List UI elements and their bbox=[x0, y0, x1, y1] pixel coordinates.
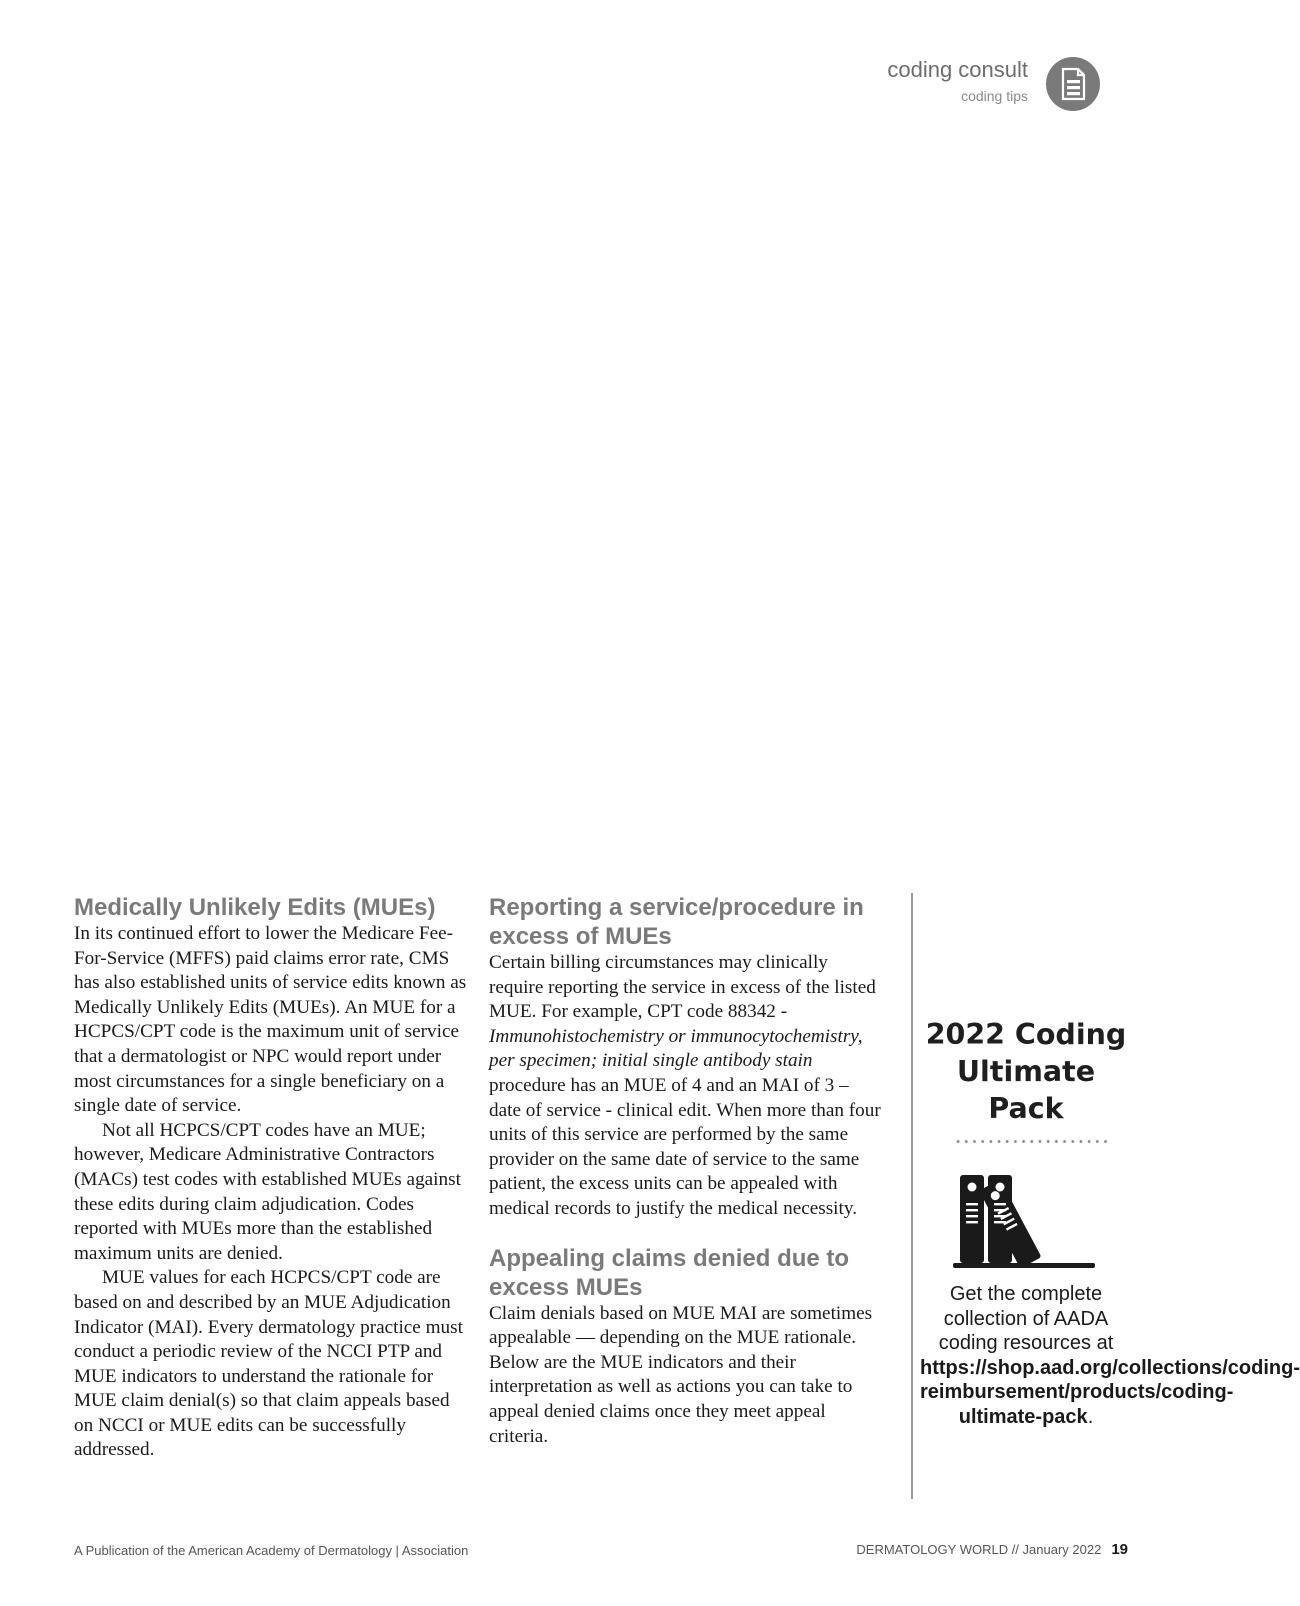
paragraph: Not all HCPCS/CPT codes have an MUE; however, Medicare Administrative Contractors (MACs) test codes with established MUEs against these edits during claim adjudication. Codes reported with MUEs more than the established maximum units are denied. bbox=[74, 1119, 461, 1264]
section-badge bbox=[1046, 57, 1100, 111]
promo-text bbox=[920, 1282, 1300, 1430]
footer-issue bbox=[856, 1541, 1128, 1558]
code-description: - Immunohistochemistry or immunocytochemistry, per specimen; initial single antibody stain bbox=[489, 1001, 863, 1072]
paragraph-text: Certain billing circumstances may clinically require reporting the service in excess of the listed MUE. For example, CPT code 88342 bbox=[489, 952, 876, 1023]
section-subtitle: coding tips bbox=[961, 88, 1028, 105]
heading-reporting: Reporting a service/procedure in excess of MUEs bbox=[489, 894, 864, 950]
promo-end: . bbox=[1087, 1405, 1094, 1428]
dotted-divider bbox=[954, 1140, 1112, 1143]
paragraph-text: procedure has an MUE of 4 and an MAI of 3 – date of service - clinical edit. When more than four units of this service are performed by the same provider on the same date of service to the same patient, the excess units can be appealed with medical records to justify the medical necessity. bbox=[489, 1074, 881, 1219]
paragraph: In its continued effort to lower the Medicare Fee-For-Service (MFFS) paid claims error rate, CMS has also established units of service edits known as Medically Unlikely Edits (MUEs). An MUE for a HCPCS/CPT code is the maximum unit of service that a dermatologist or NPC would report under most circumstances for a single beneficiary on a single date of service. bbox=[74, 923, 467, 1117]
books-icon bbox=[950, 1169, 1100, 1273]
paragraph bbox=[489, 951, 884, 1222]
publication-credit: A Publication of the American Academy of Dermatology | Association bbox=[74, 1543, 469, 1558]
issue-label: DERMATOLOGY WORLD // January 2022 bbox=[856, 1542, 1102, 1557]
column-divider bbox=[911, 893, 913, 1499]
promo-title: 2022 Coding Ultimate Pack bbox=[925, 1018, 1127, 1125]
coding-pack-link[interactable]: https://shop.aad.org/collections/coding-reimbursement/products/coding-ultimate-pack bbox=[920, 1356, 1300, 1428]
section-title: coding consult bbox=[887, 57, 1028, 82]
article-column-2 bbox=[489, 893, 884, 1449]
paragraph: MUE values for each HCPCS/CPT code are based on and described by an MUE Adjudication Indicator (MAI). Every dermatology practice must conduct a periodic review of the NCCI PTP and MUE indicators to understand the rationale for MUE claim denial(s) so that claim appeals based on NCCI or MUE edits can be successfully addressed. bbox=[74, 1267, 463, 1461]
article-column-1 bbox=[74, 893, 470, 1463]
document-icon bbox=[1046, 57, 1100, 111]
page-number: 19 bbox=[1111, 1541, 1128, 1558]
heading-mues: Medically Unlikely Edits (MUEs) bbox=[74, 894, 436, 921]
paragraph: Claim denials based on MUE MAI are sometimes appealable — depending on the MUE rationale. Below are the MUE indicators and their interpretation as well as actions you can take to appeal denied claims once they meet appeal criteria. bbox=[489, 1302, 873, 1447]
promo-lead: Get the complete collection of AADA coding resources at bbox=[938, 1283, 1114, 1355]
section-header bbox=[887, 58, 1028, 104]
heading-appealing: Appealing claims denied due to excess MUEs bbox=[489, 1244, 850, 1301]
